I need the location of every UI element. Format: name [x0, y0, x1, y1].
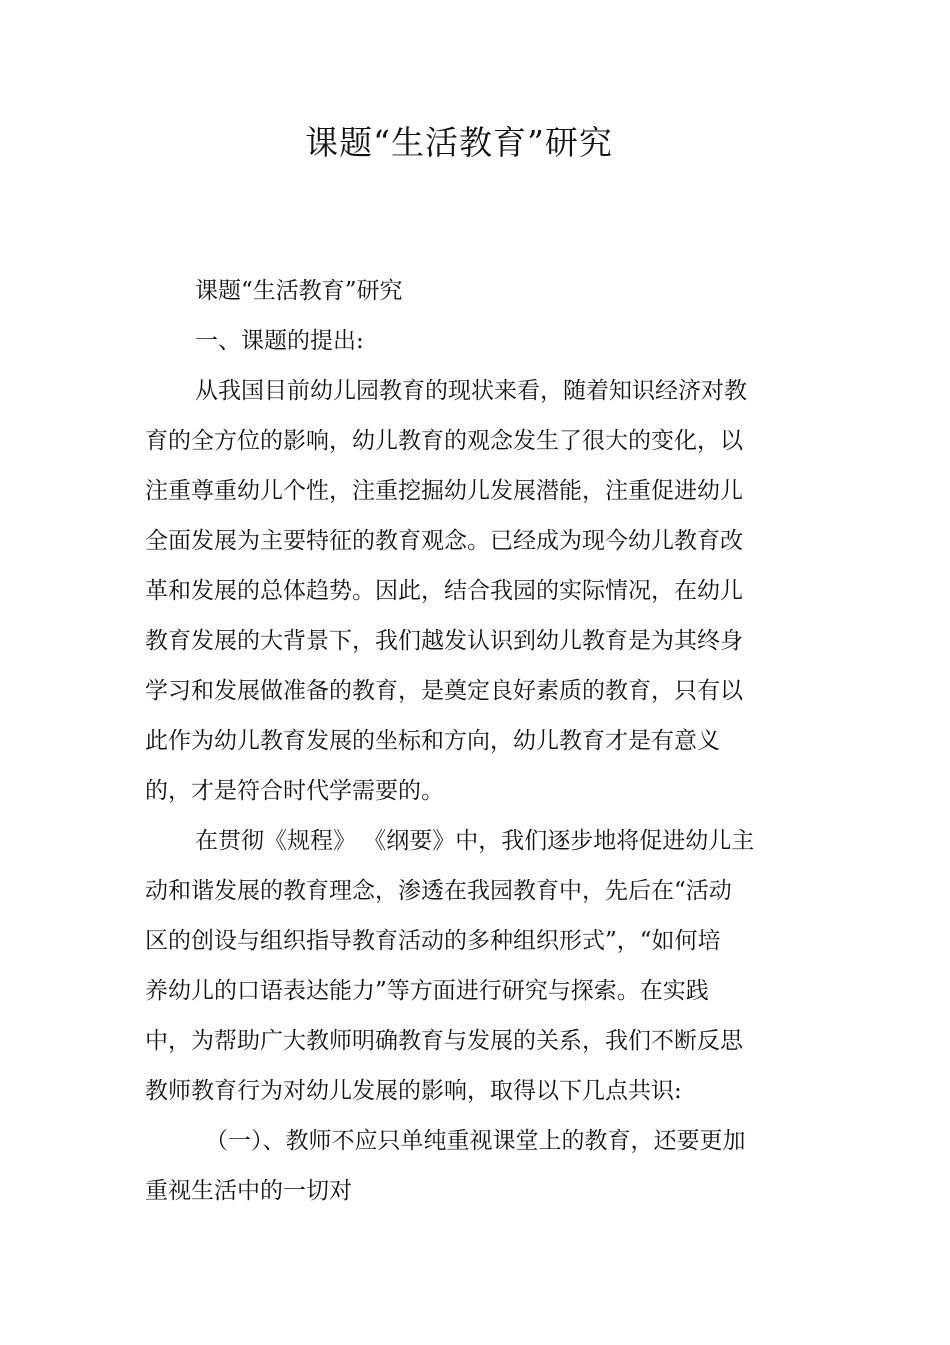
paragraph-3 — [145, 1116, 765, 1216]
subtitle: 课题“生活教育”研究 — [195, 278, 403, 304]
paragraph-line: 重视生活中的一切对 — [145, 1178, 352, 1204]
paragraph-line: 中，为帮助广大教师明确教育与发展的关系，我们不断反思 — [145, 1028, 743, 1054]
paragraph-line: 从我国目前幼儿园教育的现状来看，随着知识经济对教 — [195, 378, 747, 404]
paragraph-line: 区的创设与组织指导教育活动的多种组织形式”，“如何培 — [145, 928, 721, 954]
paragraph-line: 此作为幼儿教育发展的坐标和方向，幼儿教育才是有意义 — [145, 728, 720, 754]
paragraph-line: 养幼儿的口语表达能力”等方面进行研究与探索。在实践 — [145, 978, 709, 1004]
paragraph-line: 育的全方位的影响，幼儿教育的观念发生了很大的变化，以 — [145, 428, 743, 454]
paragraph-line: 教师教育行为对幼儿发展的影响，取得以下几点共识: — [145, 1078, 682, 1104]
paragraph-2 — [145, 816, 765, 1116]
paragraph-line: 教育发展的大背景下，我们越发认识到幼儿教育是为其终身 — [145, 628, 743, 654]
paragraph-line: 革和发展的总体趋势。因此，结合我园的实际情况，在幼儿 — [145, 578, 743, 604]
document-body — [145, 266, 765, 1216]
paragraph-line: 在贯彻《规程》 《纲要》中，我们逐步地将促进幼儿主 — [195, 828, 755, 854]
section-heading: 一、课题的提出: — [195, 328, 364, 354]
paragraph-line: 动和谐发展的教育理念，渗透在我园教育中，先后在“活动 — [145, 878, 732, 904]
paragraph-line: （一）、教师不应只单纯重视课堂上的教育，还要更加 — [205, 1128, 746, 1154]
paragraph-1 — [145, 366, 765, 816]
paragraph-line: 注重尊重幼儿个性，注重挖掘幼儿发展潜能，注重促进幼儿 — [145, 478, 743, 504]
paragraph-line: 学习和发展做准备的教育，是奠定良好素质的教育，只有以 — [145, 678, 743, 704]
document-title: 课题“生活教育”研究 — [305, 123, 613, 162]
paragraph-line: 全面发展为主要特征的教育观念。已经成为现今幼儿教育改 — [145, 528, 743, 554]
paragraph-line: 的，才是符合时代学需要的。 — [145, 778, 444, 804]
